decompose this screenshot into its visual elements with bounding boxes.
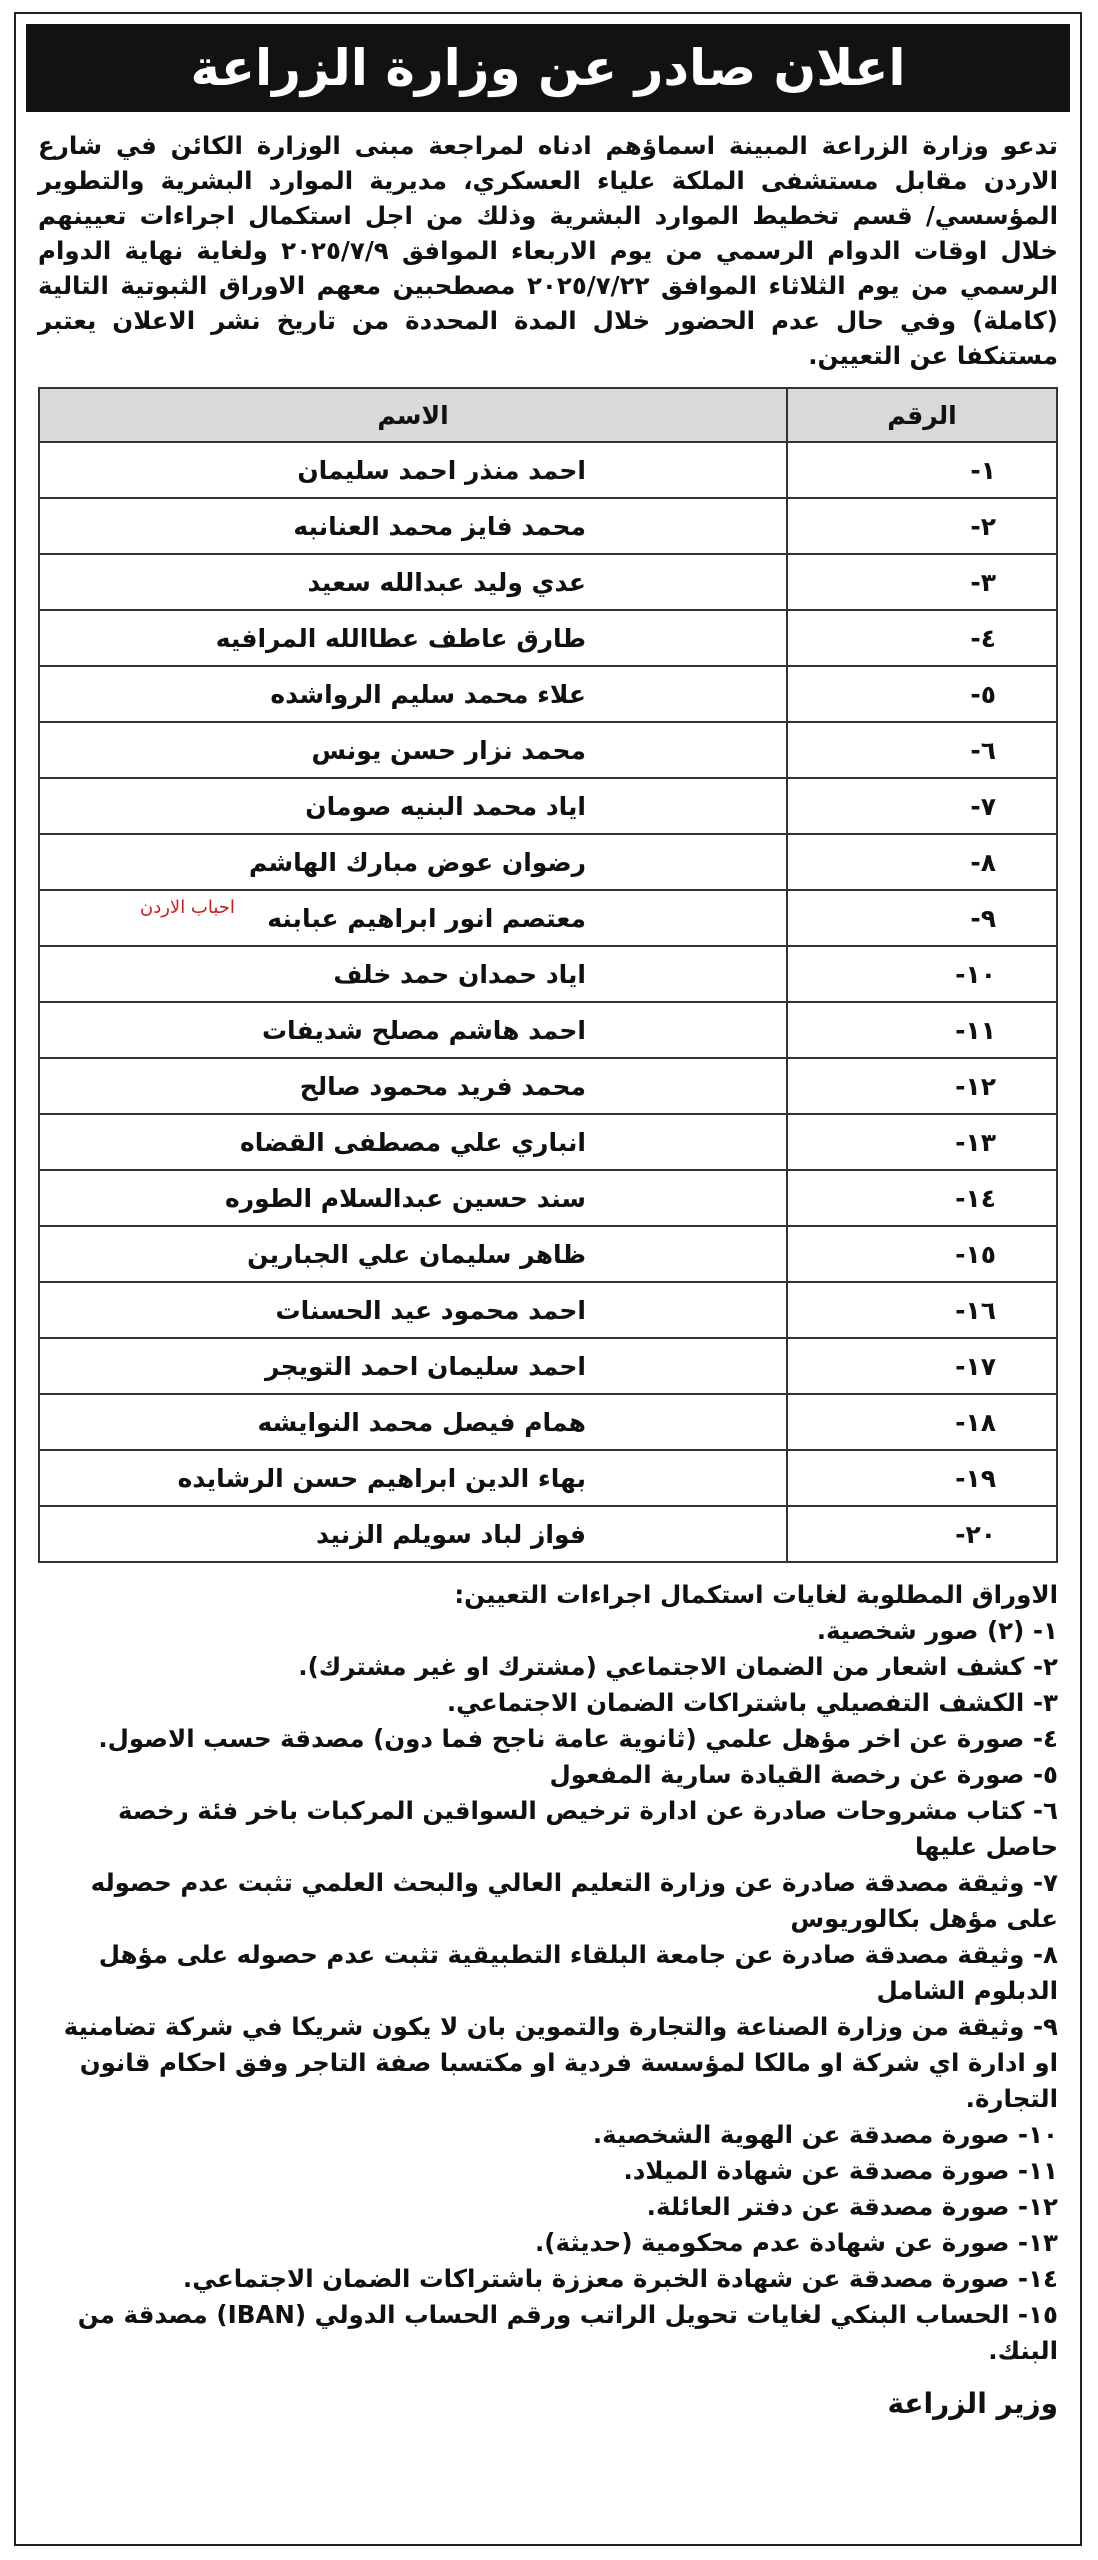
row-name-text: محمد نزار حسن يونس: [311, 735, 586, 765]
row-number: ١٧-: [787, 1338, 1057, 1394]
row-name-text: احمد منذر احمد سليمان: [297, 455, 586, 485]
table-row: [39, 1170, 1057, 1226]
row-name: [39, 442, 787, 498]
row-name: [39, 1170, 787, 1226]
announcement-title: اعلان صادر عن وزارة الزراعة: [26, 24, 1070, 112]
requirement-item: ١٤- صورة مصدقة عن شهادة الخبرة معززة باشتراكات الضمان الاجتماعي.: [182, 2264, 1058, 2293]
table-row: [39, 946, 1057, 1002]
row-name-text: ظاهر سليمان علي الجبارين: [247, 1239, 586, 1269]
requirement-item: ١٢- صورة مصدقة عن دفتر العائلة.: [646, 2192, 1058, 2221]
row-number: ١٣-: [787, 1114, 1057, 1170]
row-name-text: احمد سليمان احمد التويجر: [265, 1351, 586, 1381]
row-number: ١٤-: [787, 1170, 1057, 1226]
watermark-text: احباب الاردن: [140, 897, 235, 918]
requirement-item: ١٥- الحساب البنكي لغايات تحويل الراتب ورقم الحساب الدولي (IBAN) مصدقة من البنك.: [77, 2300, 1058, 2365]
row-name-text: محمد فايز محمد العنانبه: [293, 511, 586, 541]
row-name-text: علاء محمد سليم الرواشده: [270, 679, 586, 709]
table-row: [39, 666, 1057, 722]
row-name-text: محمد فريد محمود صالح: [299, 1071, 586, 1101]
requirement-item: ٤- صورة عن اخر مؤهل علمي (ثانوية عامة ناجح فما دون) مصدقة حسب الاصول.: [98, 1724, 1058, 1753]
row-name-text: معتصم انور ابراهيم عبابنه: [267, 903, 586, 933]
table-row: [39, 778, 1057, 834]
requirement-item: ١٣- صورة عن شهادة عدم محكومية (حديثة).: [534, 2228, 1058, 2257]
row-name: [39, 1282, 787, 1338]
row-name: [39, 1114, 787, 1170]
requirement-item: ٥- صورة عن رخصة القيادة سارية المفعول: [549, 1760, 1058, 1789]
row-name: [39, 778, 787, 834]
row-number: ٢-: [787, 498, 1057, 554]
row-name-text: بهاء الدين ابراهيم حسن الرشايده: [177, 1463, 586, 1493]
table-row: [39, 1226, 1057, 1282]
row-name-text: فواز لباد سويلم الزنيد: [316, 1519, 586, 1549]
row-number: ١٩-: [787, 1450, 1057, 1506]
row-name: [39, 1226, 787, 1282]
row-name: [39, 610, 787, 666]
requirement-item: ٧- وثيقة مصدقة صادرة عن وزارة التعليم العالي والبحث العلمي تثبت عدم حصوله على مؤهل بكالوريوس: [90, 1868, 1058, 1933]
requirement-item: ١- (٢) صور شخصية.: [816, 1616, 1058, 1645]
header-number: الرقم: [787, 388, 1057, 442]
row-number: ١٨-: [787, 1394, 1057, 1450]
row-name: [39, 1002, 787, 1058]
row-name-text: همام فيصل محمد النوايشه: [257, 1407, 586, 1437]
row-name: [39, 1506, 787, 1562]
requirement-item: ١١- صورة مصدقة عن شهادة الميلاد.: [623, 2156, 1058, 2185]
row-number: ١-: [787, 442, 1057, 498]
row-name: [39, 1450, 787, 1506]
requirement-item: ٢- كشف اشعار من الضمان الاجتماعي (مشترك او غير مشترك).: [298, 1652, 1058, 1681]
table-header-row: [39, 388, 1057, 442]
row-name-text: رضوان عوض مبارك الهاشم: [248, 847, 586, 877]
row-number: ٥-: [787, 666, 1057, 722]
requirement-item: ٨- وثيقة مصدقة صادرة عن جامعة البلقاء التطبيقية تثبت عدم حصوله على مؤهل الدبلوم الشامل: [98, 1940, 1058, 2005]
row-name: [39, 1394, 787, 1450]
table-row: [39, 1282, 1057, 1338]
requirement-item: ٦- كتاب مشروحات صادرة عن ادارة ترخيص السواقين المركبات باخر فئة رخصة حاصل عليها: [118, 1796, 1058, 1861]
table-row: [39, 890, 1057, 946]
requirement-item: ٣- الكشف التفصيلي باشتراكات الضمان الاجتماعي.: [446, 1688, 1058, 1717]
row-name-text: اياد حمدان حمد خلف: [333, 959, 586, 989]
requirements-list: [38, 1613, 1058, 2369]
table-row: [39, 1394, 1057, 1450]
table-row: [39, 498, 1057, 554]
row-name: [39, 722, 787, 778]
row-number: ٣-: [787, 554, 1057, 610]
table-row: [39, 1506, 1057, 1562]
intro-paragraph: تدعو وزارة الزراعة المبينة اسماؤهم ادناه لمراجعة مبنى الوزارة الكائن في شارع الاردن مقابل مستشفى الملكة علياء العسكري، مديرية الموارد البشرية والتطوير المؤسسي/ قسم تخطيط الموارد البشرية وذلك من اجل استكمال اجراءات تعيينهم خلال اوقات الدوام الرسمي من يوم الاربعاء الموافق ٢٠٢٥/٧/٩ ولغاية نهاية الدوام الرسمي من يوم الثلاثاء الموافق ٢٠٢٥/٧/٢٢ مصطحبين معهم الاوراق الثبوتية التالية (كاملة) وفي حال عدم الحضور خلال المدة المحددة من تاريخ نشر الاعلان يعتبر مستنكفا عن التعيين.: [38, 131, 1058, 370]
row-name-text: انباري علي مصطفى القضاه: [239, 1127, 586, 1157]
table-row: [39, 1450, 1057, 1506]
table-row: [39, 1002, 1057, 1058]
row-number: ١٥-: [787, 1226, 1057, 1282]
row-name: [39, 498, 787, 554]
row-name: [39, 554, 787, 610]
header-name: الاسم: [39, 388, 787, 442]
table-row: [39, 610, 1057, 666]
row-name: [39, 890, 787, 946]
row-name: [39, 666, 787, 722]
table-row: [39, 834, 1057, 890]
table-row: [39, 1338, 1057, 1394]
row-name-text: اياد محمد البنيه صومان: [305, 791, 586, 821]
row-number: ١٦-: [787, 1282, 1057, 1338]
row-name-text: سند حسين عبدالسلام الطوره: [224, 1183, 586, 1213]
row-number: ١١-: [787, 1002, 1057, 1058]
row-name: [39, 1058, 787, 1114]
row-number: ٢٠-: [787, 1506, 1057, 1562]
row-number: ١٢-: [787, 1058, 1057, 1114]
row-name-text: احمد محمود عيد الحسنات: [275, 1295, 586, 1325]
row-name-text: احمد هاشم مصلح شديفات: [261, 1015, 586, 1045]
announcement-frame: [14, 12, 1082, 2546]
signature: وزير الزراعة: [887, 2387, 1058, 2420]
table-row: [39, 722, 1057, 778]
row-number: ٧-: [787, 778, 1057, 834]
row-number: ٩-: [787, 890, 1057, 946]
row-name-text: طارق عاطف عطاالله المرافيه: [215, 623, 586, 653]
requirements-title: الاوراق المطلوبة لغايات استكمال اجراءات التعيين:: [454, 1580, 1058, 1609]
row-name: [39, 946, 787, 1002]
row-number: ٤-: [787, 610, 1057, 666]
row-name: [39, 834, 787, 890]
row-number: ١٠-: [787, 946, 1057, 1002]
table-row: [39, 1114, 1057, 1170]
row-name: [39, 1338, 787, 1394]
row-number: ٦-: [787, 722, 1057, 778]
row-number: ٨-: [787, 834, 1057, 890]
table-row: [39, 1058, 1057, 1114]
row-name-text: عدي وليد عبدالله سعيد: [307, 567, 586, 597]
table-row: [39, 554, 1057, 610]
names-table: [38, 387, 1058, 1563]
requirement-item: ١٠- صورة مصدقة عن الهوية الشخصية.: [592, 2120, 1058, 2149]
table-row: [39, 442, 1057, 498]
requirement-item: ٩- وثيقة من وزارة الصناعة والتجارة والتموين بان لا يكون شريكا في شركة تضامنية او ادارة اي شركة او مالكا لمؤسسة فردية او مكتسبا صفة التاجر وفق احكام قانون التجارة.: [63, 2012, 1058, 2113]
